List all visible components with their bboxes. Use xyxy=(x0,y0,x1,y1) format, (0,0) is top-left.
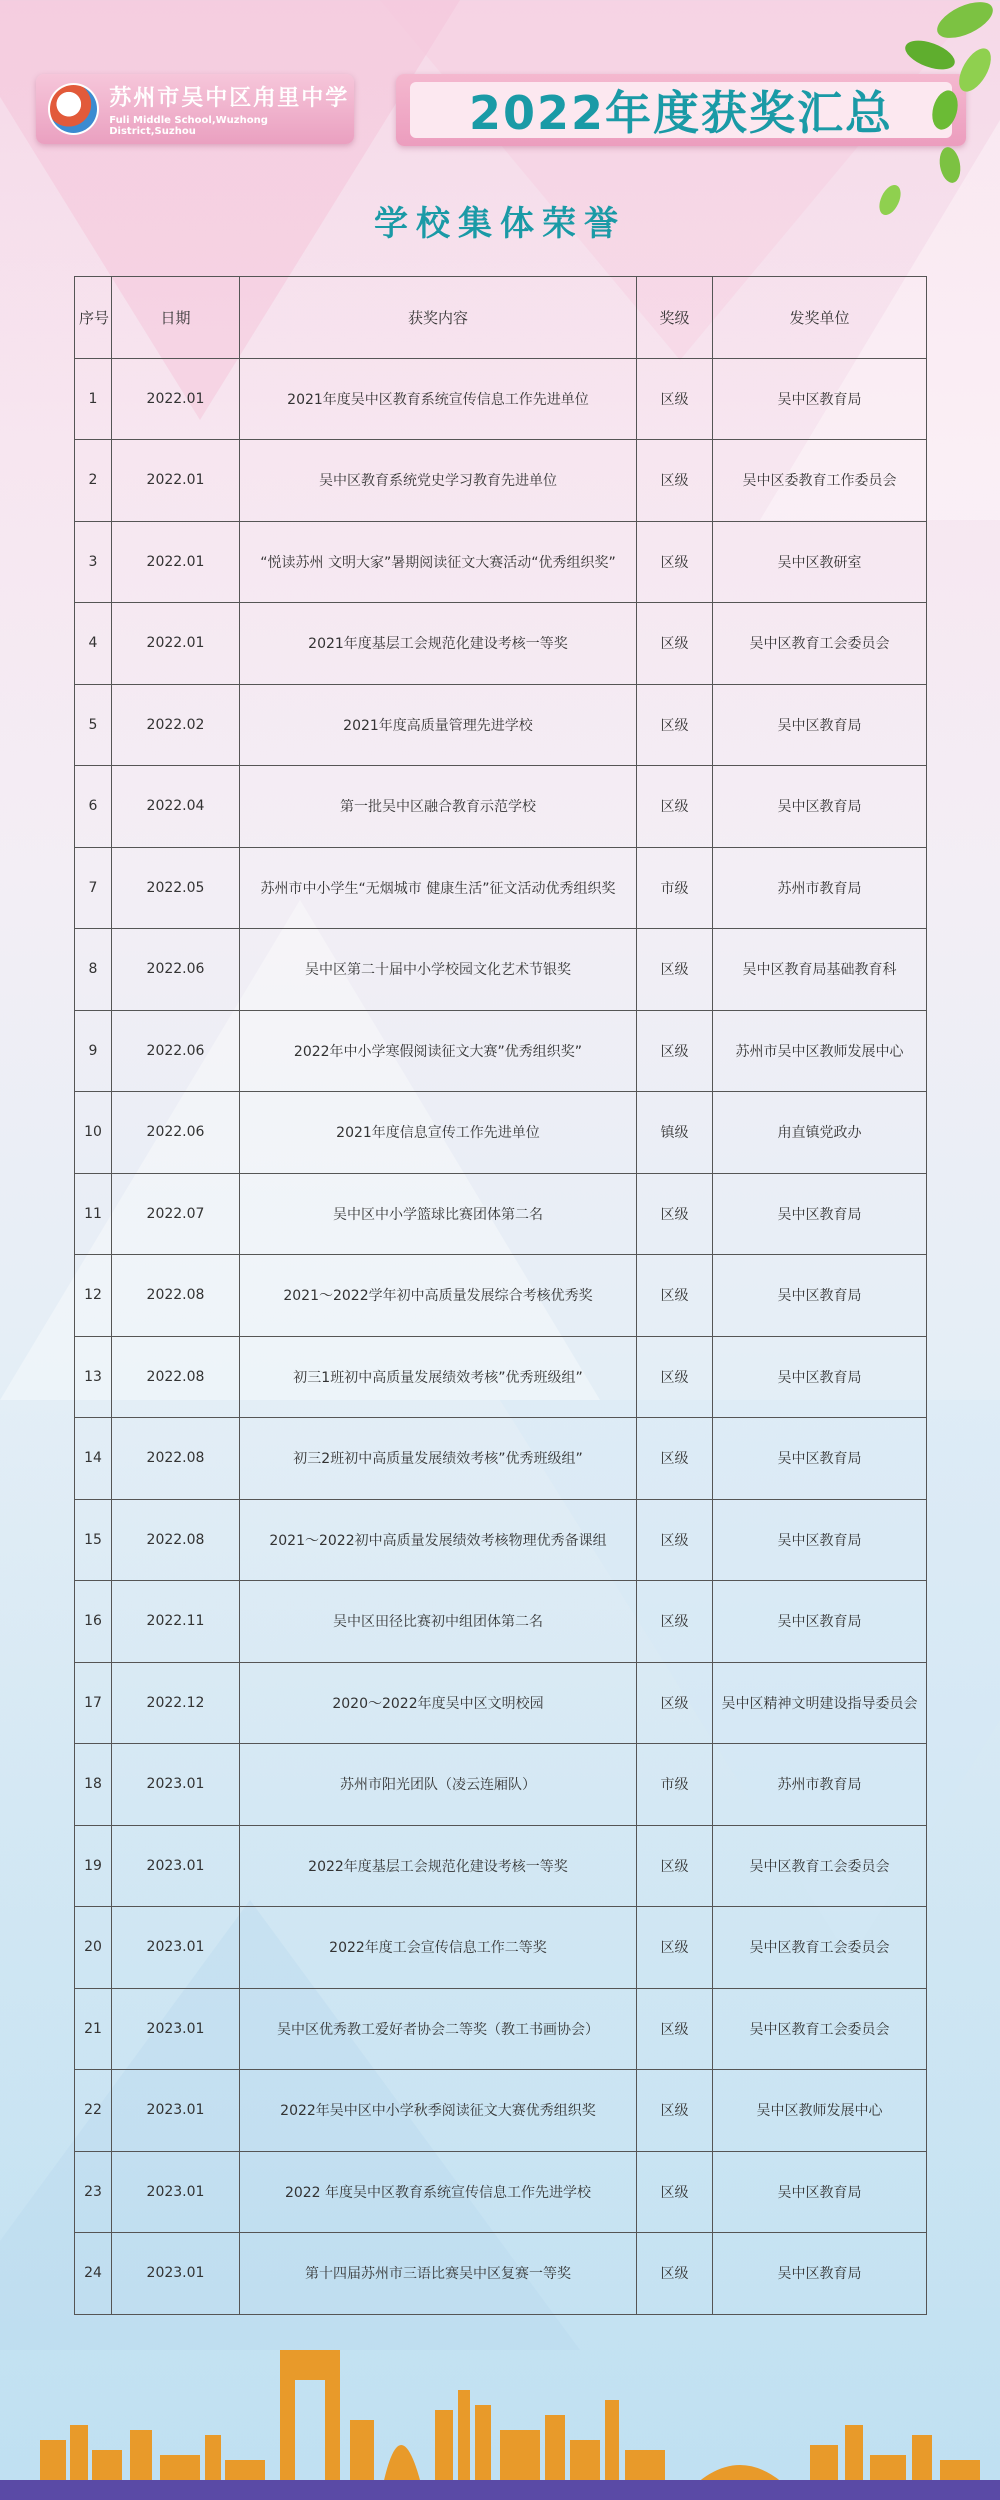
cell-date: 2023.01 xyxy=(112,1988,240,2070)
cell-award-content: 2022年度基层工会规范化建设考核一等奖 xyxy=(240,1825,637,1907)
cell-award-content: 吴中区教育系统党史学习教育先进单位 xyxy=(240,440,637,522)
cell-index: 6 xyxy=(75,766,112,848)
cell-date: 2022.01 xyxy=(112,603,240,685)
cell-issuer: 吴中区教育工会委员会 xyxy=(713,1988,927,2070)
cell-issuer: 吴中区教育工会委员会 xyxy=(713,1825,927,1907)
table-row xyxy=(75,1255,927,1337)
cell-award-content: 苏州市阳光团队（凌云连厢队） xyxy=(240,1744,637,1826)
cell-issuer: 吴中区教育局基础教育科 xyxy=(713,929,927,1011)
cell-award-level: 区级 xyxy=(637,2151,713,2233)
table-row xyxy=(75,440,927,522)
table-row xyxy=(75,1173,927,1255)
cell-index: 21 xyxy=(75,1988,112,2070)
cell-award-level: 区级 xyxy=(637,929,713,1011)
cell-index: 14 xyxy=(75,1418,112,1500)
cell-index: 8 xyxy=(75,929,112,1011)
table-row xyxy=(75,684,927,766)
table-row xyxy=(75,1010,927,1092)
cell-award-content: 2021～2022学年初中高质量发展综合考核优秀奖 xyxy=(240,1255,637,1337)
cell-date: 2023.01 xyxy=(112,1907,240,1989)
cell-issuer: 吴中区教育局 xyxy=(713,2151,927,2233)
table-row xyxy=(75,847,927,929)
cell-award-content: 2021年度基层工会规范化建设考核一等奖 xyxy=(240,603,637,685)
leaves-decoration-icon xyxy=(870,0,1000,220)
cell-award-content: 2022年度工会宣传信息工作二等奖 xyxy=(240,1907,637,1989)
cell-award-level: 区级 xyxy=(637,1255,713,1337)
cell-index: 20 xyxy=(75,1907,112,1989)
cell-award-level: 市级 xyxy=(637,847,713,929)
cell-index: 22 xyxy=(75,2070,112,2152)
cell-index: 7 xyxy=(75,847,112,929)
cell-award-content: 2022年中小学寒假阅读征文大赛”优秀组织奖” xyxy=(240,1010,637,1092)
section-title: 学校集体荣誉 xyxy=(374,204,626,244)
cell-award-content: 吴中区第二十届中小学校园文化艺术节银奖 xyxy=(240,929,637,1011)
cell-award-level: 区级 xyxy=(637,358,713,440)
cell-award-level: 区级 xyxy=(637,440,713,522)
table-row xyxy=(75,929,927,1011)
cell-issuer: 吴中区教育局 xyxy=(713,684,927,766)
awards-table xyxy=(74,276,927,2315)
cell-award-content: 初三2班初中高质量发展绩效考核”优秀班级组” xyxy=(240,1418,637,1500)
cell-award-content: 2021年度吴中区教育系统宣传信息工作先进单位 xyxy=(240,358,637,440)
cell-award-level: 区级 xyxy=(637,603,713,685)
table-header-row xyxy=(75,277,927,359)
cell-date: 2022.08 xyxy=(112,1255,240,1337)
school-logo-panel xyxy=(36,74,354,144)
table-row xyxy=(75,1825,927,1907)
cell-date: 2023.01 xyxy=(112,2151,240,2233)
cell-date: 2022.06 xyxy=(112,929,240,1011)
cell-issuer: 吴中区委教育工作委员会 xyxy=(713,440,927,522)
cell-index: 13 xyxy=(75,1336,112,1418)
column-header-issuer: 发奖单位 xyxy=(713,277,927,359)
cell-award-content: “悦读苏州 文明大家”暑期阅读征文大赛活动“优秀组织奖” xyxy=(240,521,637,603)
cell-award-content: 2020～2022年度吴中区文明校园 xyxy=(240,1662,637,1744)
cell-issuer: 吴中区教育局 xyxy=(713,1581,927,1663)
school-name-en: Fuli Middle School,Wuzhong District,Suzhou xyxy=(109,115,268,137)
cell-award-content: 第十四届苏州市三语比赛吴中区复赛一等奖 xyxy=(240,2233,637,2315)
cell-date: 2022.05 xyxy=(112,847,240,929)
cell-index: 18 xyxy=(75,1744,112,1826)
cell-issuer: 苏州市教育局 xyxy=(713,847,927,929)
cell-award-level: 市级 xyxy=(637,1744,713,1826)
table-row xyxy=(75,358,927,440)
cell-index: 1 xyxy=(75,358,112,440)
cell-issuer: 吴中区教育局 xyxy=(713,358,927,440)
cell-issuer: 吴中区教育局 xyxy=(713,766,927,848)
table-row xyxy=(75,1418,927,1500)
cell-date: 2022.07 xyxy=(112,1173,240,1255)
table-row xyxy=(75,1092,927,1174)
cell-date: 2023.01 xyxy=(112,2070,240,2152)
table-row xyxy=(75,2070,927,2152)
cell-award-level: 区级 xyxy=(637,1173,713,1255)
cell-award-level: 区级 xyxy=(637,521,713,603)
cell-date: 2023.01 xyxy=(112,1825,240,1907)
cell-index: 10 xyxy=(75,1092,112,1174)
cell-award-level: 区级 xyxy=(637,2233,713,2315)
cell-date: 2022.01 xyxy=(112,440,240,522)
cell-issuer: 甪直镇党政办 xyxy=(713,1092,927,1174)
cell-issuer: 吴中区教研室 xyxy=(713,521,927,603)
table-row xyxy=(75,603,927,685)
school-emblem-icon xyxy=(48,83,99,135)
cell-award-level: 区级 xyxy=(637,766,713,848)
cell-award-level: 区级 xyxy=(637,1499,713,1581)
cell-date: 2022.06 xyxy=(112,1092,240,1174)
table-row xyxy=(75,766,927,848)
cell-index: 11 xyxy=(75,1173,112,1255)
cell-issuer: 吴中区教育局 xyxy=(713,1173,927,1255)
cell-issuer: 吴中区教育局 xyxy=(713,1499,927,1581)
cell-issuer: 苏州市教育局 xyxy=(713,1744,927,1826)
cell-index: 9 xyxy=(75,1010,112,1092)
cell-award-level: 镇级 xyxy=(637,1092,713,1174)
cell-index: 3 xyxy=(75,521,112,603)
cell-award-content: 2021～2022初中高质量发展绩效考核物理优秀备课组 xyxy=(240,1499,637,1581)
cell-award-level: 区级 xyxy=(637,2070,713,2152)
table-row xyxy=(75,2233,927,2315)
cell-index: 23 xyxy=(75,2151,112,2233)
cell-issuer: 吴中区教育局 xyxy=(713,1418,927,1500)
cell-index: 2 xyxy=(75,440,112,522)
cell-award-level: 区级 xyxy=(637,684,713,766)
table-row xyxy=(75,1988,927,2070)
cell-index: 17 xyxy=(75,1662,112,1744)
school-name-cn: 苏州市吴中区甪里中学 xyxy=(109,85,350,111)
cell-award-content: 吴中区田径比赛初中组团体第二名 xyxy=(240,1581,637,1663)
cell-date: 2022.08 xyxy=(112,1336,240,1418)
table-row xyxy=(75,521,927,603)
cell-award-level: 区级 xyxy=(637,1581,713,1663)
cell-date: 2022.01 xyxy=(112,358,240,440)
cell-award-content: 2022 年度吴中区教育系统宣传信息工作先进学校 xyxy=(240,2151,637,2233)
column-header-level: 奖级 xyxy=(637,277,713,359)
cell-date: 2022.06 xyxy=(112,1010,240,1092)
cell-award-level: 区级 xyxy=(637,1662,713,1744)
cell-award-content: 2021年度高质量管理先进学校 xyxy=(240,684,637,766)
table-row xyxy=(75,1581,927,1663)
cell-date: 2023.01 xyxy=(112,2233,240,2315)
cell-date: 2022.11 xyxy=(112,1581,240,1663)
table-row xyxy=(75,1662,927,1744)
cell-award-content: 2022年吴中区中小学秋季阅读征文大赛优秀组织奖 xyxy=(240,2070,637,2152)
table-row xyxy=(75,1499,927,1581)
cell-date: 2022.08 xyxy=(112,1499,240,1581)
cell-award-content: 吴中区优秀教工爱好者协会二等奖（教工书画协会） xyxy=(240,1988,637,2070)
cell-date: 2022.01 xyxy=(112,521,240,603)
cell-award-content: 2021年度信息宣传工作先进单位 xyxy=(240,1092,637,1174)
cell-award-content: 苏州市中小学生“无烟城市 健康生活”征文活动优秀组织奖 xyxy=(240,847,637,929)
table-row xyxy=(75,1336,927,1418)
cell-date: 2022.04 xyxy=(112,766,240,848)
cell-award-level: 区级 xyxy=(637,1010,713,1092)
column-header-date: 日期 xyxy=(112,277,240,359)
cell-issuer: 吴中区教育工会委员会 xyxy=(713,603,927,685)
cell-award-level: 区级 xyxy=(637,1825,713,1907)
cell-index: 4 xyxy=(75,603,112,685)
cell-award-content: 第一批吴中区融合教育示范学校 xyxy=(240,766,637,848)
page-title: 2022年度获奖汇总 xyxy=(410,82,952,138)
cell-index: 12 xyxy=(75,1255,112,1337)
table-row xyxy=(75,2151,927,2233)
cell-issuer: 吴中区精神文明建设指导委员会 xyxy=(713,1662,927,1744)
city-skyline-decoration xyxy=(0,2330,1000,2500)
cell-award-level: 区级 xyxy=(637,1988,713,2070)
cell-date: 2022.02 xyxy=(112,684,240,766)
cell-award-level: 区级 xyxy=(637,1418,713,1500)
cell-award-level: 区级 xyxy=(637,1336,713,1418)
cell-issuer: 吴中区教育局 xyxy=(713,1255,927,1337)
cell-date: 2023.01 xyxy=(112,1744,240,1826)
cell-date: 2022.12 xyxy=(112,1662,240,1744)
cell-issuer: 苏州市吴中区教师发展中心 xyxy=(713,1010,927,1092)
table-row xyxy=(75,1907,927,1989)
cell-issuer: 吴中区教师发展中心 xyxy=(713,2070,927,2152)
table-row xyxy=(75,1744,927,1826)
cell-award-content: 初三1班初中高质量发展绩效考核”优秀班级组” xyxy=(240,1336,637,1418)
cell-award-content: 吴中区中小学篮球比赛团体第二名 xyxy=(240,1173,637,1255)
column-header-index: 序号 xyxy=(75,277,112,359)
cell-index: 19 xyxy=(75,1825,112,1907)
cell-award-level: 区级 xyxy=(637,1907,713,1989)
cell-index: 15 xyxy=(75,1499,112,1581)
cell-issuer: 吴中区教育局 xyxy=(713,1336,927,1418)
cell-date: 2022.08 xyxy=(112,1418,240,1500)
column-header-content: 获奖内容 xyxy=(240,277,637,359)
cell-index: 24 xyxy=(75,2233,112,2315)
cell-issuer: 吴中区教育局 xyxy=(713,2233,927,2315)
cell-index: 16 xyxy=(75,1581,112,1663)
cell-issuer: 吴中区教育工会委员会 xyxy=(713,1907,927,1989)
cell-index: 5 xyxy=(75,684,112,766)
